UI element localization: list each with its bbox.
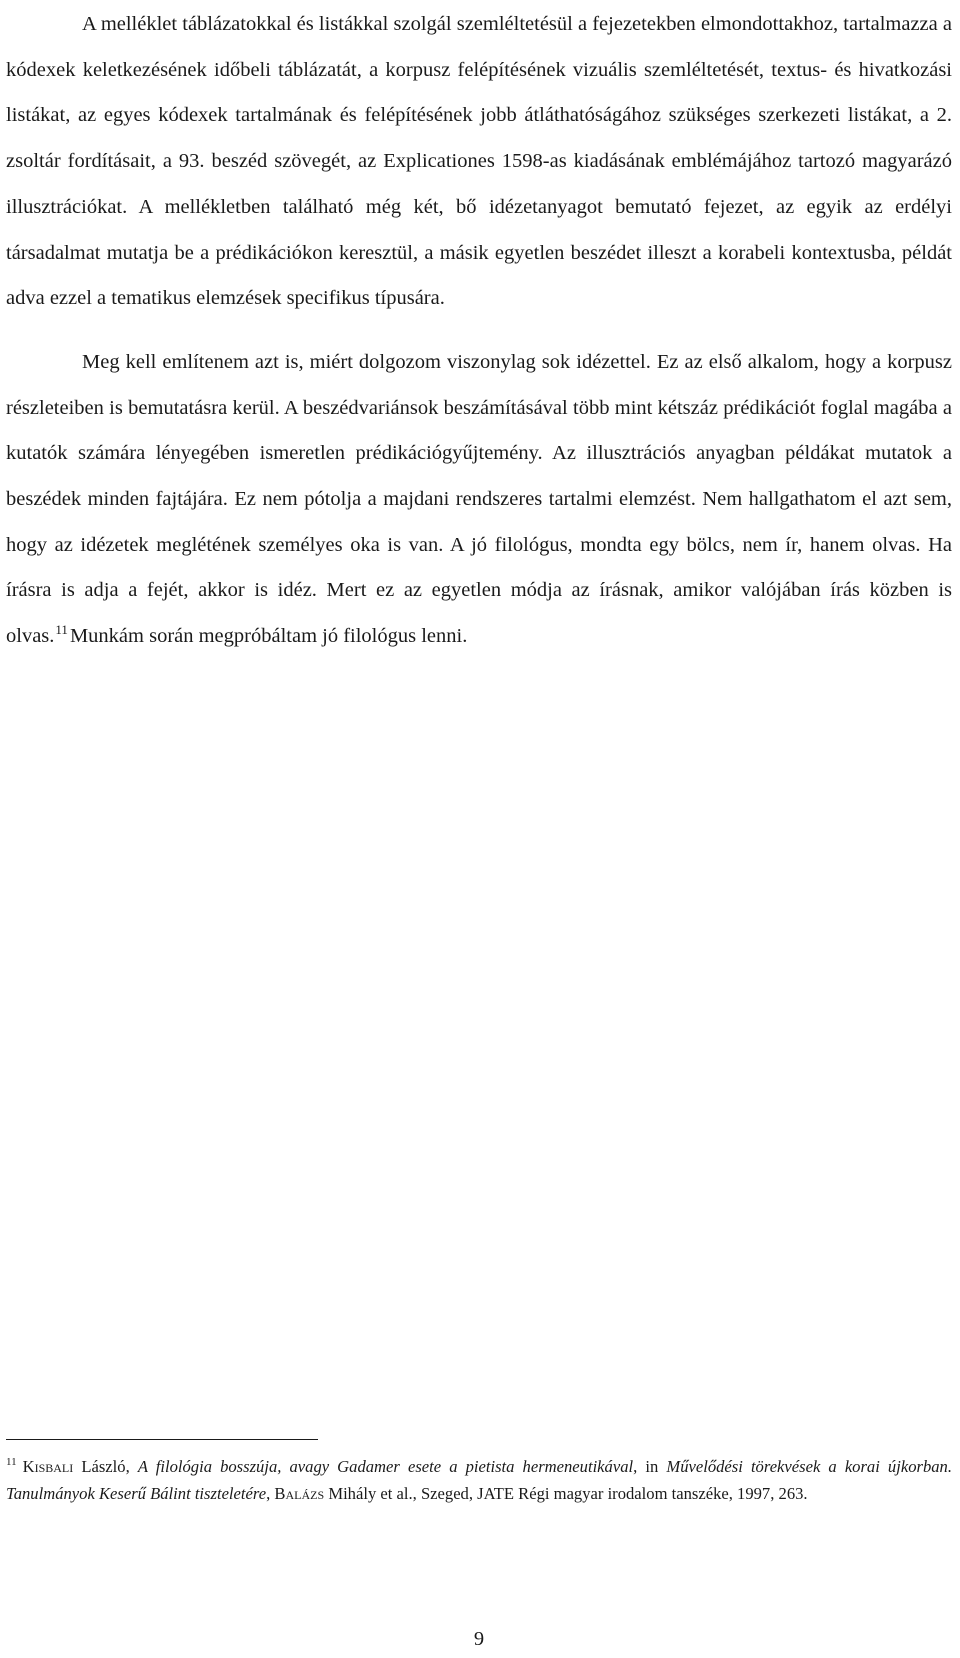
footnote-reference[interactable]: 11: [55, 622, 68, 638]
paragraph-text-continued: Munkám során megpróbáltam jó filológus lenni.: [69, 625, 468, 648]
paragraph-quotations-rationale: [6, 340, 952, 660]
document-page: [6, 0, 952, 1658]
footnote-divider: [6, 1439, 318, 1440]
footnote-separator: ,: [266, 1484, 271, 1503]
footnote-volume-title: Művelődési törekvések a korai újkorban. Tanulmányok Keserű Bálint tiszteletére: [6, 1457, 952, 1503]
paragraph-appendix-description: [6, 2, 952, 322]
paragraph-text: Meg kell említenem azt is, miért dolgozom viszonylag sok idézettel. Ez az első alkalom, hogy a korpusz részleteiben is bemutatásra kerül. A beszédvariánsok beszámításával több mint kétszáz prédikációt foglal magába a kutatók számára lényegében ismeretlen prédikációgyűjtemény. Az illusztrációs anyagban példákat mutatok a beszédek minden fajtájára. Ez nem pótolja a majdani rendszeres tartalmi elemzést. Nem hallgathatom el azt sem, hogy az idézetek meglétének személyes oka is van. A jó filológus, mondta egy bölcs, nem ír, hanem olvas. Ha írásra is adja a fejét, akkor is idéz. Mert ez az egyetlen módja az írásnak, amikor valójában írás közben is olvas.: [6, 350, 952, 648]
footnote-number: 11: [6, 1456, 17, 1469]
paragraph-text: A melléklet táblázatokkal és listákkal szolgál szemléltetésül a fejezetekben elmondottakhoz, tartalmazza a kódexek keletkezésének időbeli táblázatát, a korpusz felépítésének vizuális szemléltetését, textus- és hivatkozási listákat, az egyes kódexek tartalmának és felépítésének jobb átláthatóságához szükséges szerkezeti listákat, a 2. zsoltár fordításait, a 93. beszéd szövegét, az Explicationes 1598-as kiadásának emblémájához tartozó magyarázó illusztrációkat. A mellékletben található még két, bő idézetanyagot bemutató fejezet, az egyik az erdélyi társadalmat mutatja be a prédikációkon keresztül, a másik egyetlen beszédet illeszt a korabeli kontextusba, példát adva ezzel a tematikus elemzések specifikus típusára.: [6, 13, 952, 310]
footnote-author-surname: Kisbali: [22, 1457, 74, 1476]
footnote-in-label: , in: [633, 1457, 659, 1476]
footnote-title: A filológia bosszúja, avagy Gadamer esete a pietista hermeneutikával: [137, 1457, 634, 1476]
footnote-editor-surname: Balázs: [274, 1484, 325, 1503]
footnote-author-given: László,: [81, 1457, 130, 1476]
page-number: 9: [473, 1628, 485, 1650]
footnote-publication-details: Mihály et al., Szeged, JATE Régi magyar irodalom tanszéke, 1997, 263.: [328, 1484, 808, 1503]
body-text: [6, 2, 952, 660]
footnote-11: [6, 1453, 952, 1507]
